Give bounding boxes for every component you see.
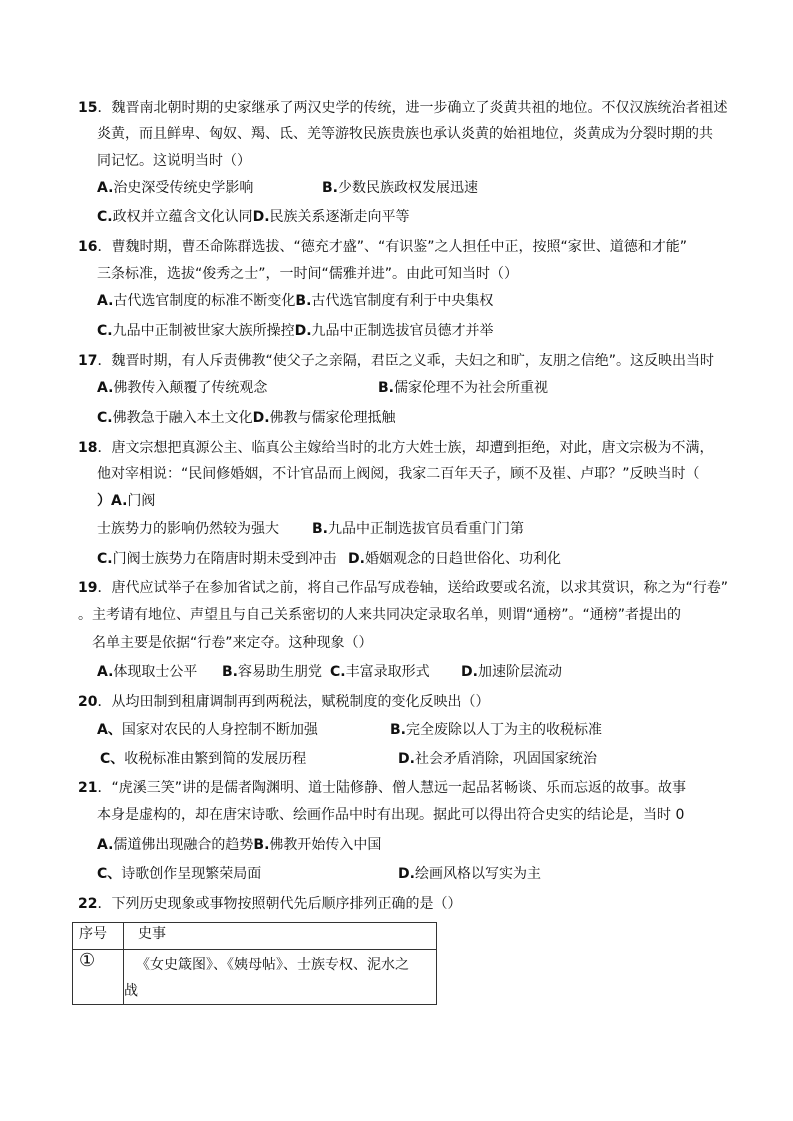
q20-line1: 20．从均田制到租庸调制再到两税法，赋税制度的变化反映出（） [78,694,490,710]
q20-option-a: A、国家对农民的人身控制不断加强 [97,722,318,738]
q20-option-b: B.完全废除以人丁为主的收税标准 [390,722,602,738]
q15-option-a: A.治史深受传统史学影响 [97,180,254,196]
q21-option-ab: A.儒道佛出现融合的趋势B.佛教开始传入中国 [97,837,382,853]
q21-option-c: C、诗歌创作呈现繁荣局面 [97,866,262,882]
table-header-num: 序号 [73,923,124,950]
q16-option-ab: A.古代选官制度的标准不断变化B.古代选官制度有利于中央集权 [97,293,494,309]
q15-option-cd: C.政权并立蕴含文化认同D.民族关系逐渐走向平等 [97,209,410,225]
q18-option-d: D.婚姻观念的日趋世俗化、功利化 [348,551,561,567]
q19-option-b: B.容易助生朋党 [222,664,322,680]
q18-line1: 18．唐文宗想把真源公主、临真公主嫁给当时的北方大姓士族，却遭到拒绝，对此，唐文宗极为不满， [78,440,714,456]
q19-option-d: D.加速阶层流动 [461,664,562,680]
q18-line2: 他对宰相说：“民间修婚姻，不计官品而上阀阅，我家二百年天子，顾不及崔、卢耶？”反映当时（ [97,466,700,482]
q20-option-d: D.社会矛盾消除，巩固国家统治 [398,751,597,767]
q15-option-b: B.少数民族政权发展迅速 [322,180,478,196]
q22-line1: 22．下列历史现象或事物按照朝代先后顺序排列正确的是（） [78,896,462,912]
q15-line1: 15．魏晋南北朝时期的史家继承了两汉史学的传统，进一步确立了炎黄共祖的地位。不仅汉族统治者祖述 [78,100,728,116]
table-row-num: ① [73,950,124,1005]
q17-option-b: B.儒家伦理不为社会所重视 [378,380,548,396]
q17-option-a: A.佛教传入颠覆了传统观念 [97,380,268,396]
q21-line2: 本身是虚构的，却在唐宋诗歌、绘画作品中时有出现。据此可以得出符合史实的结论是，当时 0 [97,807,685,823]
q16-line2: 三条标准，选拔“俊秀之士”，一时间“儒雅并进”。由此可知当时（） [97,266,519,282]
q19-option-a: A.体现取士公平 [97,664,198,680]
q21-option-d: D.绘画风格以写实为主 [398,866,541,882]
table-header-row [73,923,437,950]
q16-line1: 16．曹魏时期，曹丕命陈群选拔、“德充才盛”、“有识鉴”之人担任中正，按照“家世、道德和才能” [78,239,687,255]
q19-line3: 名单主要是依据“行卷”来定夺。这种现象（） [92,635,373,651]
table-header-event: 史事 [124,923,437,950]
table-row [73,950,437,1005]
q19-line2: 。主考请有地位、声望且与自己关系密切的人来共同决定录取名单，则谓“通榜”。“通榜”者提出的 [78,607,682,623]
q15-line2: 炎黄，而且鲜卑、匈奴、羯、氐、羌等游牧民族贵族也承认炎黄的始祖地位，炎黄成为分裂时期的共 [97,126,713,142]
q18-line4: 士族势力的影响仍然较为强大 [97,521,279,537]
q19-line1: 19．唐代应试举子在参加省试之前，将自己作品写成卷轴，送给政要或名流，以求其赏识，称之为“行卷” [78,580,728,596]
q18-line3: ）A.门阀 [97,493,156,509]
q17-option-cd: C.佛教急于融入本土文化D.佛教与儒家伦理抵触 [97,410,396,426]
q21-line1: 21．“虎溪三笑”讲的是儒者陶渊明、道士陆修静、僧人慧远一起品茗畅谈、乐而忘返的故事。故事 [78,780,686,796]
q18-option-b: B.九品中正制选拔官员看重门门第 [312,521,524,537]
q17-line1: 17．魏晋时期，有人斥责佛教“使父子之亲隔，君臣之义乖，夫妇之和旷，友朋之信绝”。这反映出当时 [78,353,714,369]
history-table [72,922,437,1005]
q16-option-cd: C.九品中正制被世家大族所操控D.九品中正制选拔官员德才并举 [97,323,494,339]
q18-option-c: C.门阀士族势力在隋唐时期未受到冲击 [97,551,337,567]
q19-option-c: C.丰富录取形式 [330,664,430,680]
q20-option-c: C、收税标准由繁到简的发展历程 [100,751,307,767]
table-row-event: 《女史箴图》、《姨母帖》、士族专权、泥水之 战 [124,950,437,1005]
q15-line3: 同记忆。这说明当时（） [97,153,251,169]
